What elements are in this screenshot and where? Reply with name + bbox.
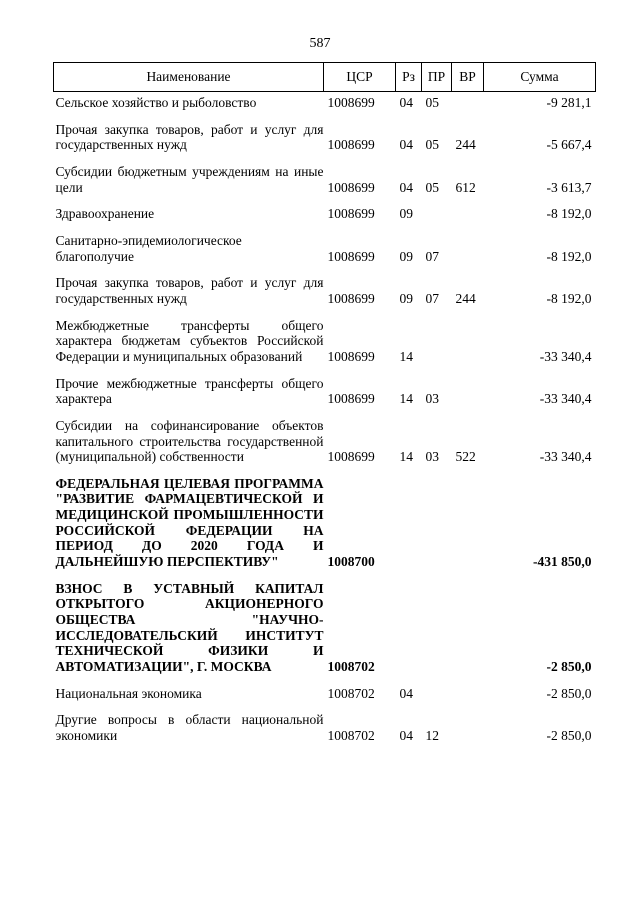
cell-code: 1008700 (327, 554, 375, 570)
table-row (54, 365, 596, 407)
cell-rz: 09 (399, 290, 413, 306)
row-name-text: Субсидии на софинансирование объектов капитального строительства государственной (муниципальной) собственности (55, 417, 324, 465)
page-number: 587 (309, 36, 331, 51)
cell-rz (396, 570, 422, 675)
cell-rz: 04 (399, 137, 413, 153)
cell-name (54, 407, 324, 465)
table-row (54, 701, 596, 743)
cell-rz: 14 (399, 449, 413, 465)
cell-rz: 14 (399, 391, 413, 407)
cell-sum: -2 850,0 (546, 659, 592, 675)
row-name-text: Субсидии бюджетным учреждениям на иные цели (55, 163, 324, 195)
cell-code: 1008699 (327, 290, 375, 306)
cell-code: 1008699 (327, 449, 375, 465)
table-row (54, 264, 596, 306)
table-row (54, 153, 596, 195)
cell-code: 1008699 (327, 348, 375, 364)
cell-code: 1008699 (327, 391, 375, 407)
row-name-text: ВЗНОС В УСТАВНЫЙ КАПИТАЛ ОТКРЫТОГО АКЦИОНЕРНОГО ОБЩЕСТВА "НАУЧНО-ИССЛЕДОВАТЕЛЬСКИЙ ИНСТИТУТ ТЕХНИЧЕСКОЙ ФИЗИКИ И АВТОМАТИЗАЦИИ", Г. МОСКВА (55, 580, 324, 675)
cell-vr: 244 (455, 290, 476, 306)
row-name-text: ФЕДЕРАЛЬНАЯ ЦЕЛЕВАЯ ПРОГРАММА "РАЗВИТИЕ ФАРМАЦЕВТИЧЕСКОЙ И МЕДИЦИНСКОЙ ПРОМЫШЛЕННОСТИ РОССИЙСКОЙ ФЕДЕРАЦИИ НА ПЕРИОД ДО 2020 ГОДА И ДАЛЬНЕЙШУЮ ПЕРСПЕКТИВУ" (55, 475, 324, 570)
cell-sum: -3 613,7 (546, 179, 592, 195)
cell-pr (422, 465, 452, 570)
cell-pr (422, 675, 452, 702)
table-header (54, 63, 596, 92)
cell-sum: -431 850,0 (533, 554, 592, 570)
cell-sum: -9 281,1 (546, 95, 592, 110)
cell-vr: 244 (455, 137, 476, 153)
cell-rz: 09 (399, 248, 413, 264)
cell-name (54, 153, 324, 195)
cell-vr (452, 701, 484, 743)
cell-sum: -8 192,0 (546, 248, 592, 264)
budget-table (53, 62, 596, 744)
cell-name (54, 111, 324, 153)
cell-rz: 09 (399, 206, 413, 222)
cell-name (54, 222, 324, 264)
cell-pr: 07 (425, 248, 439, 264)
cell-pr: 05 (425, 137, 439, 153)
row-name-text: Другие вопросы в области национальной экономики (55, 712, 324, 743)
cell-pr (422, 195, 452, 222)
cell-code: 1008702 (327, 728, 375, 743)
table-row (54, 570, 596, 675)
table-row (54, 465, 596, 570)
table-row (54, 675, 596, 702)
table-row (54, 195, 596, 222)
row-name-text: Национальная экономика (55, 685, 202, 701)
cell-code: 1008699 (327, 179, 375, 195)
cell-vr (452, 307, 484, 365)
row-name-text: Прочие межбюджетные трансферты общего характера (55, 375, 324, 407)
header-name: Наименование (54, 63, 324, 92)
cell-code: 1008702 (327, 659, 375, 675)
cell-pr: 05 (425, 179, 439, 195)
cell-pr (422, 307, 452, 365)
cell-name (54, 264, 324, 306)
cell-sum: -33 340,4 (539, 348, 592, 364)
cell-rz: 14 (399, 348, 413, 364)
cell-vr (452, 465, 484, 570)
table-body (54, 92, 596, 744)
cell-pr: 03 (425, 391, 439, 407)
row-name-text: Прочая закупка товаров, работ и услуг для государственных нужд (55, 275, 324, 306)
row-name-text: Межбюджетные трансферты общего характера бюджетам субъектов Российской Федерации и муниципальных образований (55, 317, 324, 364)
cell-vr (452, 570, 484, 675)
cell-vr: 522 (455, 449, 476, 465)
cell-code: 1008699 (327, 95, 375, 110)
cell-name (54, 675, 324, 702)
cell-sum: -33 340,4 (539, 391, 592, 407)
cell-pr: 07 (425, 290, 439, 306)
table-row (54, 407, 596, 465)
cell-name (54, 92, 324, 111)
cell-code: 1008699 (327, 137, 375, 153)
cell-vr (452, 222, 484, 264)
cell-vr: 612 (455, 179, 476, 195)
cell-vr (452, 365, 484, 407)
cell-rz: 04 (399, 728, 413, 743)
cell-code: 1008699 (327, 248, 375, 264)
cell-rz: 04 (399, 179, 413, 195)
table-row (54, 222, 596, 264)
header-pr: ПР (422, 63, 452, 92)
cell-name (54, 701, 324, 743)
header-code: ЦСР (324, 63, 396, 92)
cell-sum: -8 192,0 (546, 206, 592, 222)
cell-pr: 12 (425, 728, 439, 743)
row-name-text: Сельское хозяйство и рыболовство (55, 95, 257, 110)
row-name-text: Санитарно-эпидемиологическое благополучие (55, 232, 242, 264)
cell-code: 1008702 (327, 685, 375, 701)
cell-name (54, 365, 324, 407)
cell-rz (396, 465, 422, 570)
header-sum: Сумма (484, 63, 596, 92)
cell-name (54, 307, 324, 365)
header-rz: Рз (396, 63, 422, 92)
cell-vr (452, 195, 484, 222)
header-vr: ВР (452, 63, 484, 92)
row-name-text: Прочая закупка товаров, работ и услуг для государственных нужд (55, 121, 324, 153)
table-row (54, 307, 596, 365)
cell-name (54, 570, 324, 675)
cell-code: 1008699 (327, 206, 375, 222)
table-row (54, 111, 596, 153)
cell-rz: 04 (399, 685, 413, 701)
row-name-text: Здравоохранение (55, 206, 155, 222)
cell-sum: -5 667,4 (546, 137, 592, 153)
cell-sum: -2 850,0 (546, 685, 592, 701)
cell-sum: -8 192,0 (546, 290, 592, 306)
cell-vr (452, 675, 484, 702)
cell-name (54, 465, 324, 570)
cell-pr (422, 570, 452, 675)
cell-sum: -33 340,4 (539, 449, 592, 465)
table-row (54, 92, 596, 111)
cell-sum: -2 850,0 (546, 728, 592, 743)
cell-rz: 04 (399, 95, 413, 110)
cell-vr (452, 92, 484, 111)
cell-pr: 03 (425, 449, 439, 465)
cell-pr: 05 (425, 95, 439, 110)
cell-name (54, 195, 324, 222)
